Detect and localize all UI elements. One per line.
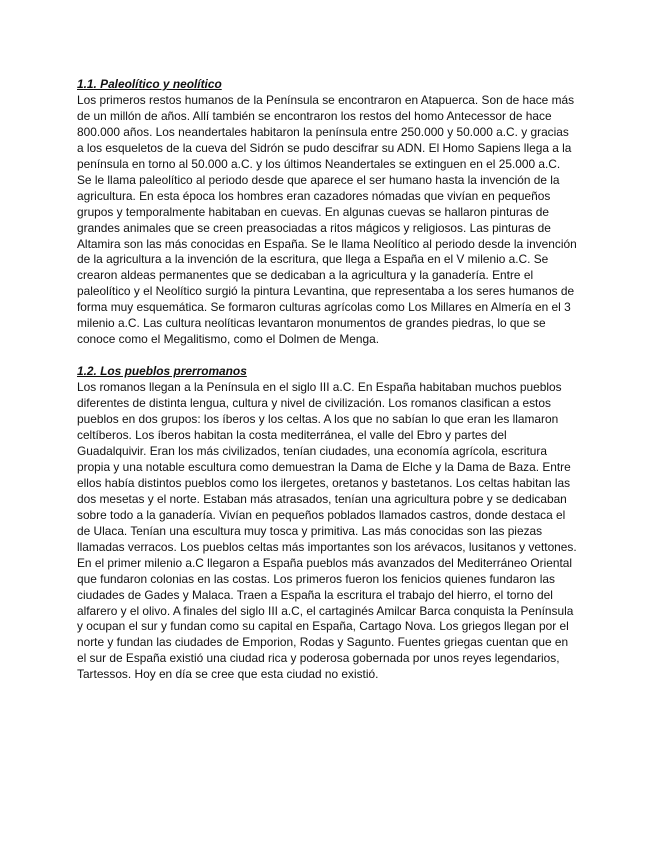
section-pueblos-prerromanos: [77, 364, 577, 683]
section-body: Los romanos llegan a la Península en el siglo III a.C. En España habitaban muchos pueblos diferentes de distinta lengua, cultura y nivel de civilización. Los romanos clasifican a estos pueblos en dos grupos: los íberos y los celtas. A los que no sabían lo que eran les llamaron celtíberos. Los íberos habitan la costa mediterránea, el valle del Ebro y partes del Guadalquivir. Eran los más civilizados, tenían ciudades, una economía agrícola, escritura propia y una notable escultura como demuestran la Dama de Elche y la Dama de Baza. Entre ellos había distintos pueblos como los ilergetes, oretanos y bastetanos. Los celtas habitan las dos mesetas y el norte. Estaban más atrasados, tenían una agricultura pobre y se dedicaban sobre todo a la ganadería. Vivían en pequeños poblados llamados castros, donde destaca el de Ulaca. Tenían una escultura muy tosca y primitiva. Las más conocidas son las piezas llamadas verracos. Los pueblos celtas más importantes son los arévacos, lusitanos y vettones. En el primer milenio a.C llegaron a España pueblos más avanzados del Mediterráneo Oriental que fundaron colonias en las costas. Los primeros fueron los fenicios quienes fundaron las ciudades de Gades y Malaca. Traen a España la escritura el trabajo del hierro, el torno del alfarero y el olivo. A finales del siglo III a.C, el cartaginés Amilcar Barca conquista la Península y ocupan el sur y fundan como su capital en España, Cartago Nova. Los griegos llegan por el norte y fundan las ciudades de Emporion, Rodas y Sagunto. Fuentes griegas cuentan que en el sur de España existió una ciudad rica y poderosa gobernada por unos reyes legendarios, Tartessos. Hoy en día se cree que esta ciudad no existió.: [77, 380, 577, 682]
section-title: 1.1. Paleolítico y neolítico: [77, 77, 222, 91]
section-paleolitico-neolitico: [77, 77, 577, 348]
document-content: [77, 77, 577, 683]
section-title: 1.2. Los pueblos prerromanos: [77, 364, 247, 379]
section-body: Los primeros restos humanos de la Península se encontraron en Atapuerca. Son de hace más de un millón de años. Allí también se encontraron los restos del homo Antecessor de hace 800.000 años. Los neandertales habitaron la península entre 250.000 y 50.000 a.C. y gracias a los esqueletos de la cueva del Sidrón se pudo descifrar su ADN. El Homo Sapiens llega a la península en torno al 50.000 a.C. y los últimos Neandertales se extinguen en el 25.000 a.C. Se le llama paleolítico al periodo desde que aparece el ser humano hasta la invención de la agricultura. En esta época los hombres eran cazadores nómadas que vivían en pequeños grupos y temporalmente habitaban en cuevas. En algunas cuevas se hallaron pinturas de grandes animales que se creen preasociadas a ritos mágicos y religiosos. Las pinturas de Altamira son las más conocidas en España. Se le llama Neolítico al periodo desde la invención de la agricultura a la invención de la escritura, que llega a España en el V milenio a.C. Se crearon aldeas permanentes que se dedicaban a la agricultura y la ganadería. Entre el paleolítico y el Neolítico surgió la pintura Levantina, que representaba a los seres humanos de forma muy esquemática. Se formaron culturas agrícolas como Los Millares en Almería en el 3 milenio a.C. Las cultura neolíticas levantaron monumentos de grandes piedras, lo que se conoce como el Megalitismo, como el Dolmen de Menga.: [77, 92, 577, 347]
